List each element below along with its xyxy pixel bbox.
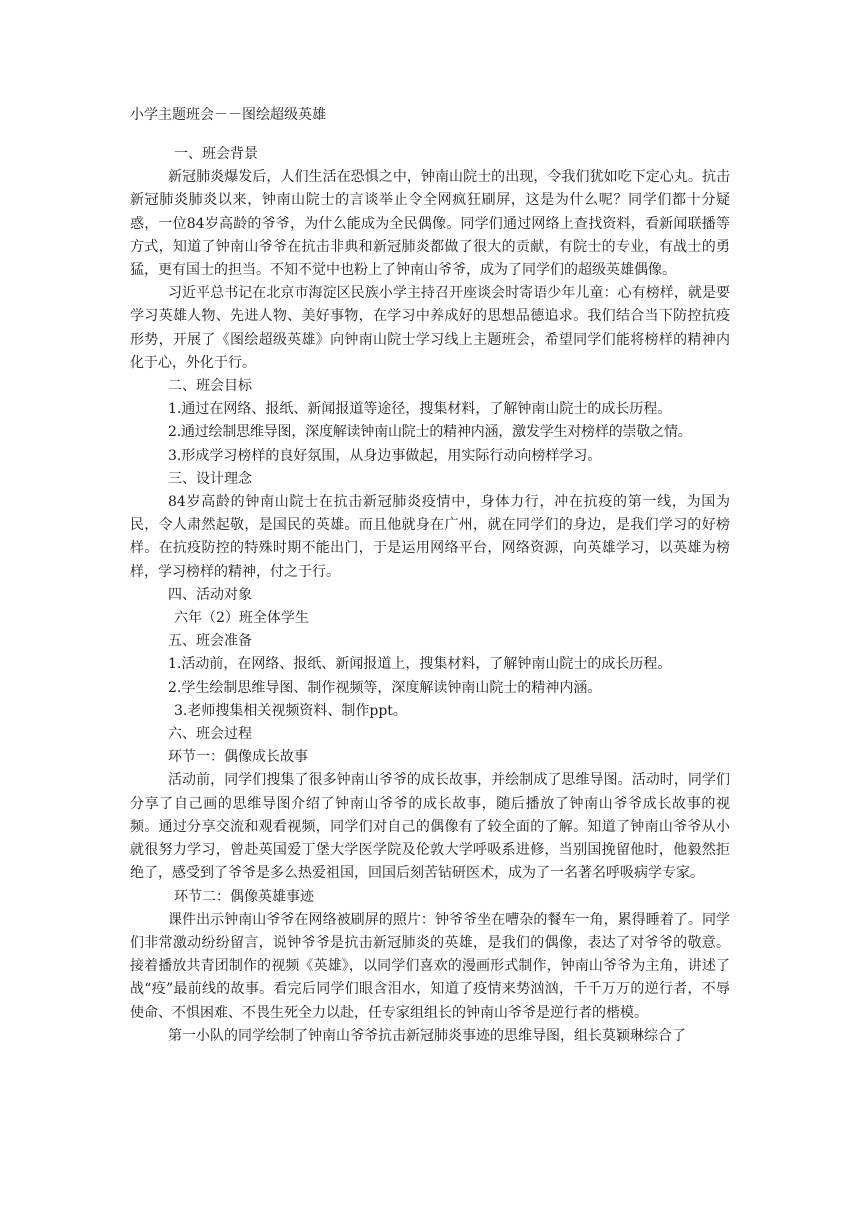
body-paragraph: 活动前，同学们搜集了很多钟南山爷爷的成长故事，并绘制成了思维导图。活动时，同学们分享了自己画的思维导图介绍了钟南山爷爷的成长故事，随后播放了钟南山爷爷成长故事的视频。通过分享交流和观看视频，同学们对自己的偶像有了较全面的了解。知道了钟南山爷爷从小就很努力学习，曾赴英国爱丁堡大学医学院及伦敦大学呼吸系进修，当别国挽留他时，他毅然拒绝了，感受到了爷爷是多么热爱祖国，回国后刻苦钻研医术，成为了一名著名呼吸病学专家。 xyxy=(130,772,730,882)
body-paragraph: 习近平总书记在北京市海淀区民族小学主持召开座谈会时寄语少年儿童：心有榜样，就是要学习英雄人物、先进人物、美好事物，在学习中养成好的思想品德追求。我们结合当下防控抗疫形势，开展了《图绘超级英雄》向钟南山院士学习线上主题班会，希望同学们能将榜样的精神内化于心，外化于行。 xyxy=(130,285,730,371)
section-heading: 六年（2）班全体学生 xyxy=(174,610,309,627)
body-paragraph: 新冠肺炎爆发后，人们生活在恐惧之中，钟南山院士的出现，令我们犹如吃下定心丸。抗击新冠肺炎肺炎以来，钟南山院士的言谈举止令全网疯狂刷屏，这是为什么呢？同学们都十分疑惑，一位84岁高龄的爷爷，为什么能成为全民偶像。同学们通过网络上查找资料，看新闻联播等方式，知道了钟南山爷爷在抗击非典和新冠肺炎都做了很大的贡献，有院士的专业，有战士的勇猛，更有国士的担当。不知不觉中也粉上了钟南山爷爷，成为了同学们的超级英雄偶像。 xyxy=(130,169,730,279)
body-paragraph: 2.通过绘制思维导图，深度解读钟南山院士的精神内涵，激发学生对榜样的崇敬之情。 xyxy=(168,424,692,441)
section-heading: 一、班会背景 xyxy=(174,146,258,162)
document-title: 小学主题班会－－图绘超级英雄 xyxy=(130,107,326,123)
section-heading: 环节一：偶像成长故事 xyxy=(168,749,308,766)
section-heading: 二、班会目标 xyxy=(168,378,252,395)
document-body xyxy=(130,143,730,1048)
section-heading: 五、班会准备 xyxy=(168,633,252,650)
body-paragraph: 2.学生绘制思维导图、制作视频等，深度解读钟南山院士的精神内涵。 xyxy=(168,679,602,696)
section-heading: 四、活动对象 xyxy=(168,586,252,603)
body-paragraph: 3.形成学习榜样的良好氛围，从身边事做起，用实际行动向榜样学习。 xyxy=(168,447,602,464)
section-heading: 三、设计理念 xyxy=(168,470,252,487)
section-heading: 六、班会过程 xyxy=(168,726,252,743)
body-paragraph: 第一小队的同学绘制了钟南山爷爷抗击新冠肺炎事迹的思维导图，组长莫颖琳综合了 xyxy=(168,1027,686,1044)
body-paragraph: 84岁高龄的钟南山院士在抗击新冠肺炎疫情中，身体力行，冲在抗疫的第一线，为国为民，令人肃然起敬，是国民的英雄。而且他就身在广州，就在同学们的身边，是我们学习的好榜样。在抗疫防控的特殊时期不能出门，于是运用网络平台，网络资源，向英雄学习，以英雄为榜样，学习榜样的精神，付之于行。 xyxy=(130,494,730,580)
body-paragraph: 1.活动前，在网络、报纸、新闻报道上，搜集材料，了解钟南山院士的成长历程。 xyxy=(168,656,672,673)
body-paragraph: 课件出示钟南山爷爷在网络被刷屏的照片：钟爷爷坐在嘈杂的餐车一角，累得睡着了。同学们非常激动纷纷留言，说钟爷爷是抗击新冠肺炎的英雄，是我们的偶像，表达了对爷爷的敬意。接着播放共青团制作的视频《英雄》，以同学们喜欢的漫画形式制作，钟南山爷爷为主角，讲述了战“疫”最前线的故事。看完后同学们眼含泪水，知道了疫情来势汹汹，千千万万的逆行者，不辱使命、不惧困难、不畏生死全力以赴，任专家组组长的钟南山爷爷是逆行者的楷模。 xyxy=(130,911,730,1021)
section-heading: 环节二：偶像英雄事迹 xyxy=(174,888,314,905)
section-heading: 3.老师搜集相关视频资料、制作ppt。 xyxy=(174,702,407,719)
body-paragraph: 1.通过在网络、报纸、新闻报道等途径，搜集材料，了解钟南山院士的成长历程。 xyxy=(168,401,672,418)
